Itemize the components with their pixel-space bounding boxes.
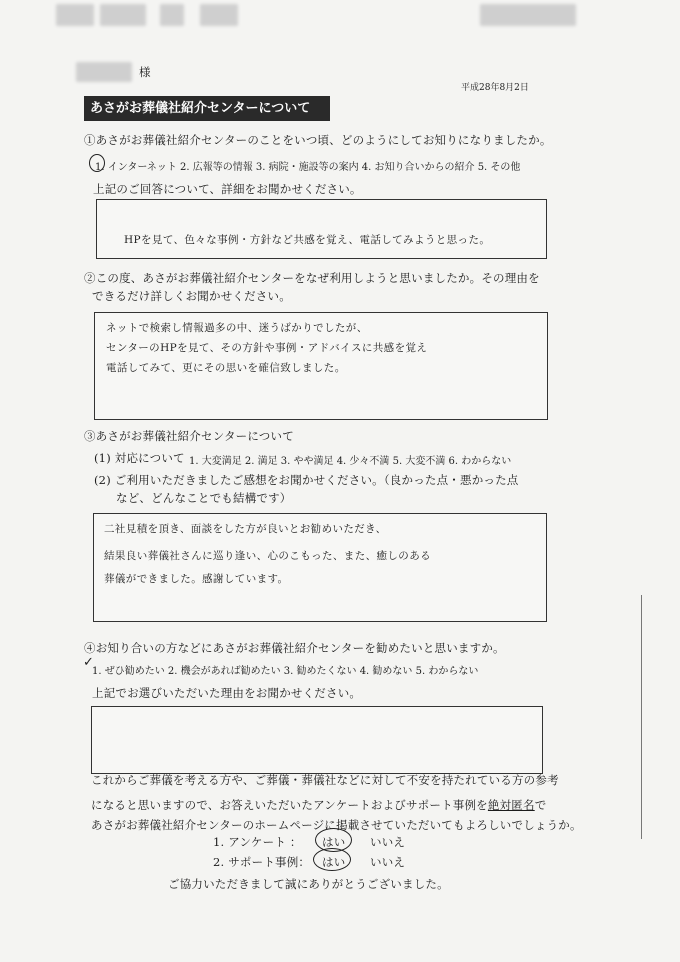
closing-line2-pre: になると思いますので、お答えいただいたアンケートおよびサポート事例を (91, 798, 488, 812)
closing-line2-anonymous: 絶対匿名 (487, 798, 535, 812)
q3-question: ③あさがお葬儀社紹介センターについて (84, 429, 294, 443)
consent-item2-yes-circle (313, 848, 351, 871)
q3-answer-line3: 葬儀ができました。感謝しています。 (104, 573, 289, 585)
q3-sub1-options: 1. 大変満足 2. 満足 3. やや満足 4. 少々不満 5. 大変不満 6. わからない (189, 456, 512, 467)
q1-answer-box (96, 199, 547, 259)
redacted-header-mid (160, 4, 184, 26)
scan-edge-line (641, 595, 642, 839)
q1-selected-circle (89, 154, 105, 172)
redacted-header-left (56, 4, 94, 26)
q1-answer-text: HPを見て、色々な事例・方針など共感を覚え、電話してみようと思った。 (124, 234, 491, 246)
q4-answer-box (91, 706, 543, 774)
q3-sub1-label: (1) 対応について (94, 451, 185, 465)
consent-item2-no: いいえ (370, 855, 406, 869)
q2-answer-line3: 電話してみて、更にその思いを確信致しました。 (106, 362, 346, 374)
redacted-header-right (480, 4, 576, 26)
q4-options: 1. ぜひ勧めたい 2. 機会があれば勧めたい 3. 勧めたくない 4. 勧めない 5. わからない (92, 666, 479, 677)
q3-answer-line2: 結果良い葬儀社さんに巡り逢い、心のこもった、また、癒しのある (104, 550, 431, 562)
consent-item2-label: 2. サポート事例： (213, 855, 311, 869)
closing-line1: これからご葬儀を考える方や、ご葬儀・葬儀社などに対して不安を持たれている方の参考 (91, 773, 559, 787)
q4-followup: 上記でお選びいただいた理由をお聞かせください。 (92, 686, 362, 700)
q1-followup: 上記のご回答について、詳細をお聞かせください。 (93, 182, 362, 196)
q4-check-mark: ✓ (83, 655, 94, 670)
consent-item2-yes: はい (322, 855, 346, 869)
q3-answer-line1: 二社見積を頂き、面談をした方が良いとお勧めいただき、 (104, 523, 387, 535)
q3-sub2-line1: (2) ご利用いただきましたご感想をお聞かせください。（良かった点・悪かった点 (94, 473, 519, 487)
redacted-customer-name (76, 62, 132, 82)
closing-line3: あさがお葬儀社紹介センターのホームページに掲載させていただいてもよろしいでしょうか。 (91, 818, 582, 832)
q2-question-line1: ②この度、あさがお葬儀社紹介センターをなぜ利用しようと思いましたか。その理由を (84, 271, 540, 285)
closing-line2 (91, 797, 546, 813)
q4-question: ④お知り合いの方などにあさがお葬儀社紹介センターを勧めたいと思いますか。 (84, 641, 505, 655)
redacted-header-mid-2 (200, 4, 238, 26)
redacted-header-left-2 (100, 4, 146, 26)
closing-line2-post: で (534, 798, 547, 812)
consent-item1-no: いいえ (370, 835, 406, 849)
q2-answer-line1: ネットで検索し情報過多の中、迷うばかりでしたが、 (106, 322, 368, 334)
q2-question-line2: できるだけ詳しくお聞かせください。 (92, 289, 291, 303)
q3-sub2-line2: など、どんなことでも結構です） (116, 491, 292, 505)
q1-question: ①あさがお葬儀社紹介センターのことをいつ頃、どのようにしてお知りになりましたか。 (84, 133, 552, 147)
q2-answer-line2: センターのHPを見て、その方針や事例・アドバイスに共感を覚え (106, 342, 428, 354)
consent-item1-yes: はい (322, 835, 346, 849)
banner-title: あさがお葬儀社紹介センターについて (84, 96, 330, 121)
survey-date: 平成28年8月2日 (461, 83, 529, 93)
honorific: 様 (139, 65, 151, 79)
thanks-message: ご協力いただきまして誠にありがとうございました。 (168, 877, 449, 891)
consent-item1-label: 1. アンケート ： (213, 835, 302, 849)
q1-options: 1. インターネット 2. 広報等の情報 3. 病院・施設等の案内 4. お知り合いからの紹介 5. その他 (95, 162, 521, 173)
